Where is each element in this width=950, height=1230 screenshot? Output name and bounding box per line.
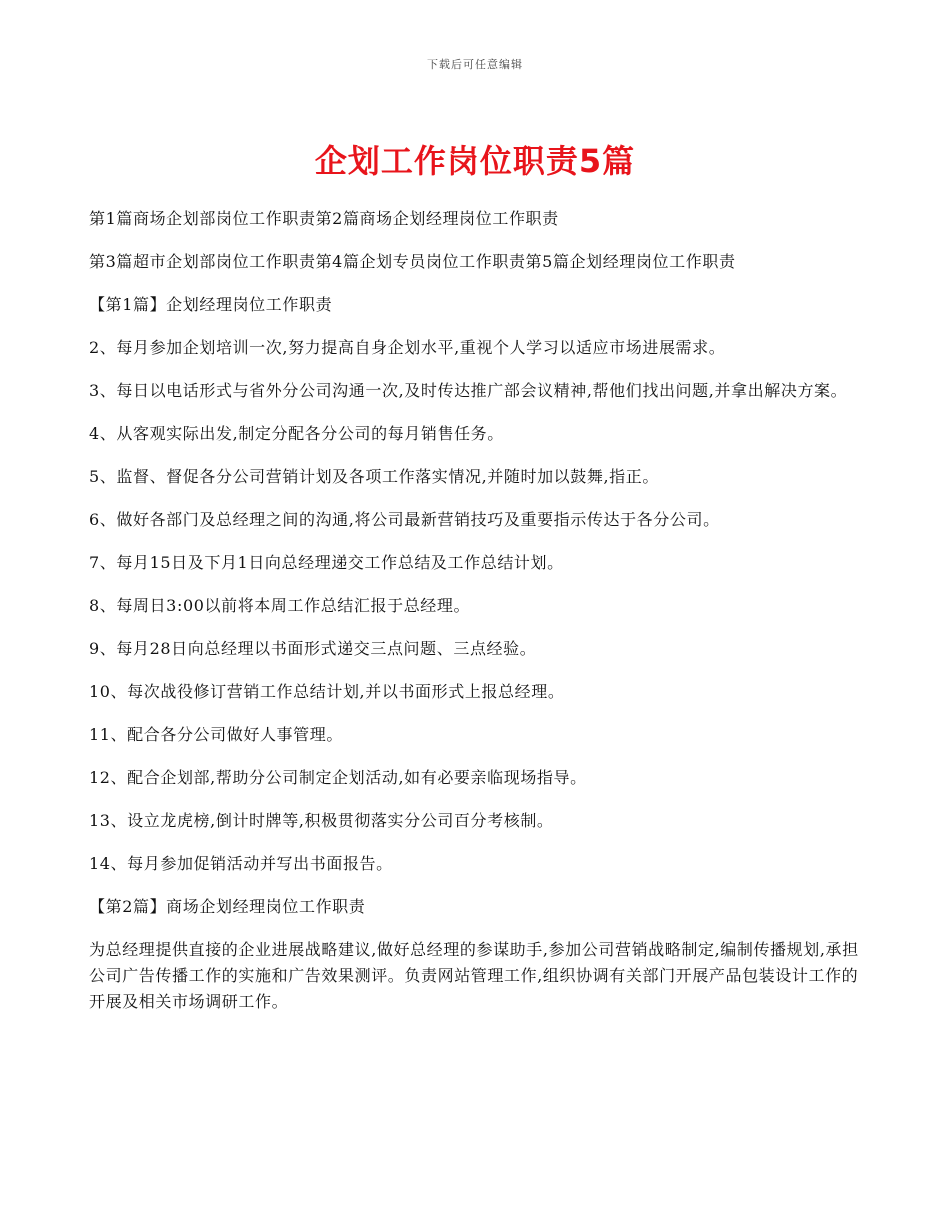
- section-1-item: 11、配合各分公司做好人事管理。: [89, 725, 343, 744]
- section-2-heading: 【第2篇】商场企划经理岗位工作职责: [89, 897, 366, 916]
- toc-line-2: 第3篇超市企划部岗位工作职责第4篇企划专员岗位工作职责第5篇企划经理岗位工作职责: [89, 252, 736, 271]
- section-1-item: 14、每月参加促销活动并写出书面报告。: [89, 854, 393, 873]
- section-2-body: 为总经理提供直接的企业进展战略建议,做好总经理的参谋助手,参加公司营销战略制定,编制传播规划,承担公司广告传播工作的实施和广告效果测评。负责网站管理工作,组织协调有关部门开展产品包装设计工作的开展及相关市场调研工作。: [89, 940, 859, 1011]
- section-1-item: 3、每日以电话形式与省外分公司沟通一次,及时传达推广部会议精神,帮他们找出问题,并拿出解决方案。: [89, 381, 848, 400]
- section-1-item: 9、每月28日向总经理以书面形式递交三点问题、三点经验。: [89, 639, 537, 658]
- header-note: 下载后可任意编辑: [427, 58, 523, 71]
- section-1-item: 5、监督、督促各分公司营销计划及各项工作落实情况,并随时加以鼓舞,指正。: [89, 467, 659, 486]
- section-1-item: 7、每月15日及下月1日向总经理递交工作总结及工作总结计划。: [89, 553, 564, 572]
- section-1-item: 12、配合企划部,帮助分公司制定企划活动,如有必要亲临现场指导。: [89, 768, 587, 787]
- section-1-item: 8、每周日3:00以前将本周工作总结汇报于总经理。: [89, 596, 471, 615]
- section-1-heading: 【第1篇】企划经理岗位工作职责: [89, 295, 333, 314]
- document-title: 企划工作岗位职责5篇: [314, 142, 636, 180]
- section-1-item: 2、每月参加企划培训一次,努力提高自身企划水平,重视个人学习以适应市场进展需求。: [89, 338, 726, 357]
- section-1-item: 6、做好各部门及总经理之间的沟通,将公司最新营销技巧及重要指示传达于各分公司。: [89, 510, 720, 529]
- toc-line-1: 第1篇商场企划部岗位工作职责第2篇商场企划经理岗位工作职责: [89, 209, 559, 228]
- section-1-item: 10、每次战役修订营销工作总结计划,并以书面形式上报总经理。: [89, 682, 565, 701]
- section-1-item: 13、设立龙虎榜,倒计时牌等,积极贯彻落实分公司百分考核制。: [89, 811, 554, 830]
- document-body: [89, 206, 864, 1032]
- section-1-item: 4、从客观实际出发,制定分配各分公司的每月销售任务。: [89, 424, 504, 443]
